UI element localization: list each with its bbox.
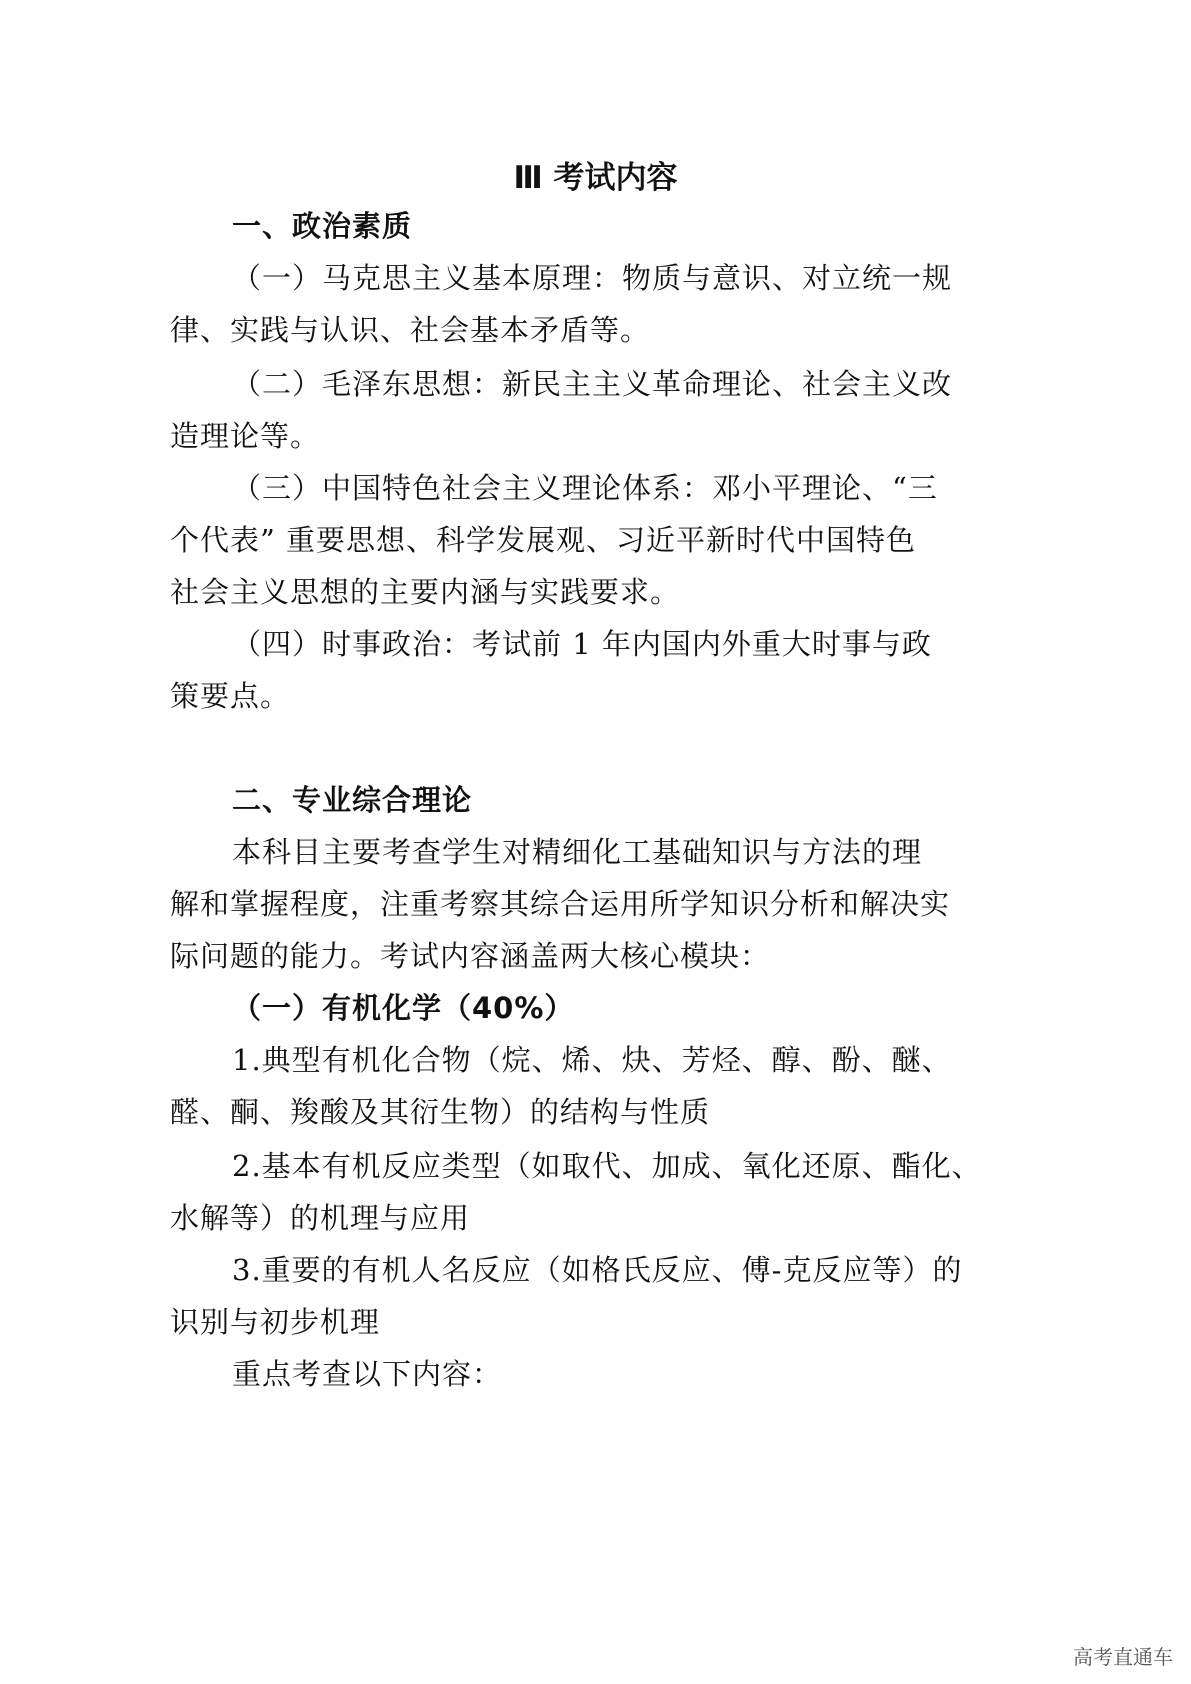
paragraph-line: 重点考查以下内容： — [232, 1357, 503, 1391]
list-item-line: 醛、酮、羧酸及其衍生物）的结构与性质 — [170, 1095, 711, 1129]
paragraph-line: （二）毛泽东思想：新民主主义革命理论、社会主义改 — [232, 367, 953, 401]
paragraph-line: （三）中国特色社会主义理论体系：邓小平理论、“三 — [232, 471, 938, 505]
paragraph-line: 策要点。 — [170, 679, 291, 713]
paragraph-line: 律、实践与认识、社会基本矛盾等。 — [170, 313, 651, 347]
paragraph-line: 个代表” 重要思想、科学发展观、习近平新时代中国特色 — [170, 523, 917, 557]
page-title: Ⅲ 考试内容 — [513, 160, 678, 196]
sub-heading-organic-chemistry: （一）有机化学（40%） — [232, 991, 575, 1025]
paragraph-line: 造理论等。 — [170, 419, 321, 453]
section-heading-professional: 二、专业综合理论 — [232, 783, 473, 817]
paragraph-line: （一）马克思主义基本原理：物质与意识、对立统一规 — [232, 261, 953, 295]
paragraph-line: 际问题的能力。考试内容涵盖两大核心模块： — [170, 939, 771, 973]
paragraph-line: 本科目主要考查学生对精细化工基础知识与方法的理 — [232, 835, 923, 869]
paragraph-line: 社会主义思想的主要内涵与实践要求。 — [170, 575, 681, 609]
list-item-line: 1.典型有机化合物（烷、烯、炔、芳烃、醇、酚、醚、 — [232, 1043, 952, 1077]
list-item-line: 2.基本有机反应类型（如取代、加成、氧化还原、酯化、 — [232, 1149, 982, 1183]
list-item-line: 3.重要的有机人名反应（如格氏反应、傅-克反应等）的 — [232, 1253, 963, 1287]
list-item-line: 识别与初步机理 — [170, 1305, 381, 1339]
section-heading-political: 一、政治素质 — [232, 209, 413, 243]
paragraph-line: （四）时事政治：考试前 1 年内国内外重大时事与政 — [232, 627, 932, 661]
watermark-text: 高考直通车 — [1073, 1645, 1173, 1669]
paragraph-line: 解和掌握程度，注重考察其综合运用所学知识分析和解决实 — [170, 887, 951, 921]
list-item-line: 水解等）的机理与应用 — [170, 1201, 471, 1235]
